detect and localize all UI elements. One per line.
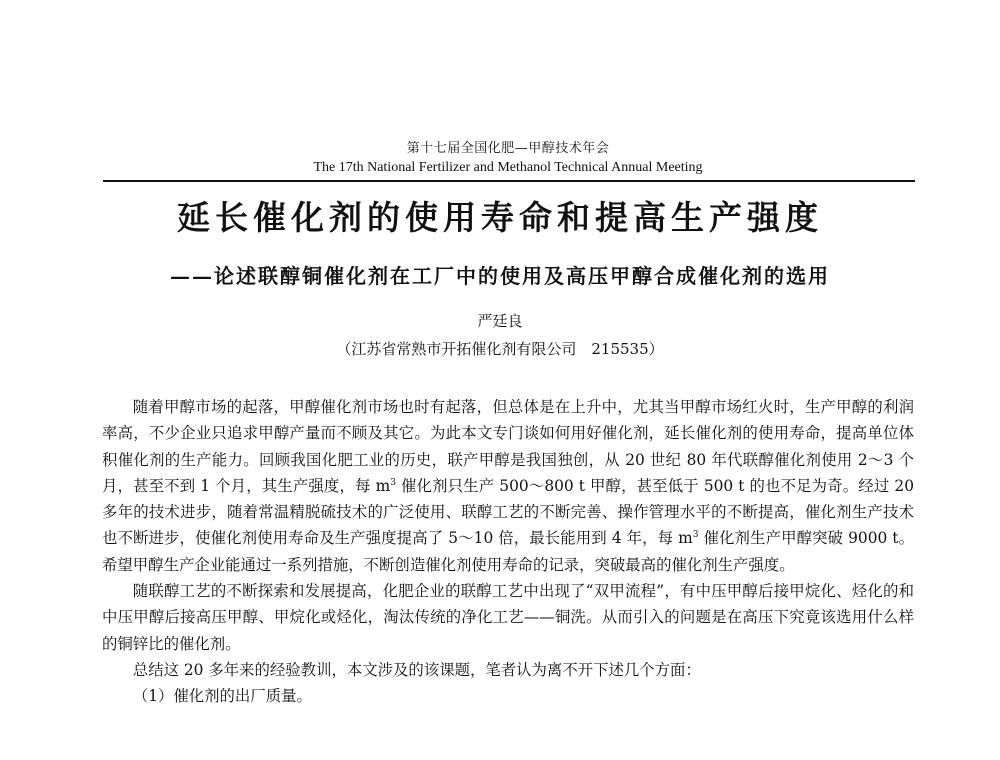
paragraph-1-text-cont: 催化剂只生产 500～800 t 甲醇，甚至低于 500 t 的也不足为奇。经过 20 多年的技术进步，随着常温精脱硫技术的广泛使用、联醇工艺的不断完善、操作管理水平的不断提高，催化剂生产技术也不断进步，使催化剂使用寿命及生产强度提高了 5～10 倍，最长能用到 4 年，每 m [102,476,914,548]
author-name: 严廷良 [477,312,523,330]
paragraph-3: 总结这 20 多年来的经验教训，本文涉及的该课题，笔者认为离不开下述几个方面： [132,660,701,679]
header-rule [103,180,915,182]
paper-subtitle: ——论述联醇铜催化剂在工厂中的使用及高压甲醇合成催化剂的选用 [170,264,830,288]
paragraph-1-text: 随着甲醇市场的起落，甲醇催化剂市场也时有起落，但总体是在上升中，尤其当甲醇市场红火时，生产甲醇的利润率高，不少企业只追求甲醇产量而不顾及其它。为此本文专门谈如何用好催化剂，延长催化剂的使用寿命，提高单位体积催化剂的生产能力。回顾我国化肥工业的历史，联产甲醇是我国独创，从 20 世纪 80 年代联醇催化剂使用 2～3 个月，甚至不到 1 个月，其生产强度，每 m [102,398,914,495]
paragraph-2: 随联醇工艺的不断探索和发展提高，化肥企业的联醇工艺中出现了“双甲流程”，有中压甲醇后接甲烷化、烃化的和中压甲醇后接高压甲醇、甲烷化或烃化，淘汰传统的净化工艺——铜洗。从而引入的问题是在高压下究竟该选用什么样的铜锌比的催化剂。 [102,582,914,653]
conference-name-cn: 第十七届全国化肥—甲醇技术年会 [406,141,610,156]
conference-header [103,140,913,177]
paper-body [102,394,914,710]
paper-title: 延长催化剂的使用寿命和提高生产强度 [177,198,823,237]
paragraph-1 [102,394,914,578]
superscript-cubic-2: 3 [692,530,699,541]
superscript-cubic: 3 [390,477,396,488]
paragraph-1-text-end: 催化剂生产甲醇突破 9000 t。希望甲醇生产企业能通过一系列措施，不断创造催化剂使用寿命的记录，突破最高的催化剂生产强度。 [102,529,915,574]
author-affiliation: （江苏省常熟市开拓催化剂有限公司 215535） [336,340,664,358]
list-item-1: （1）催化剂的出厂质量。 [132,687,312,706]
conference-name-en: The 17th National Fertilizer and Methanol Technical Annual Meeting [313,160,703,175]
